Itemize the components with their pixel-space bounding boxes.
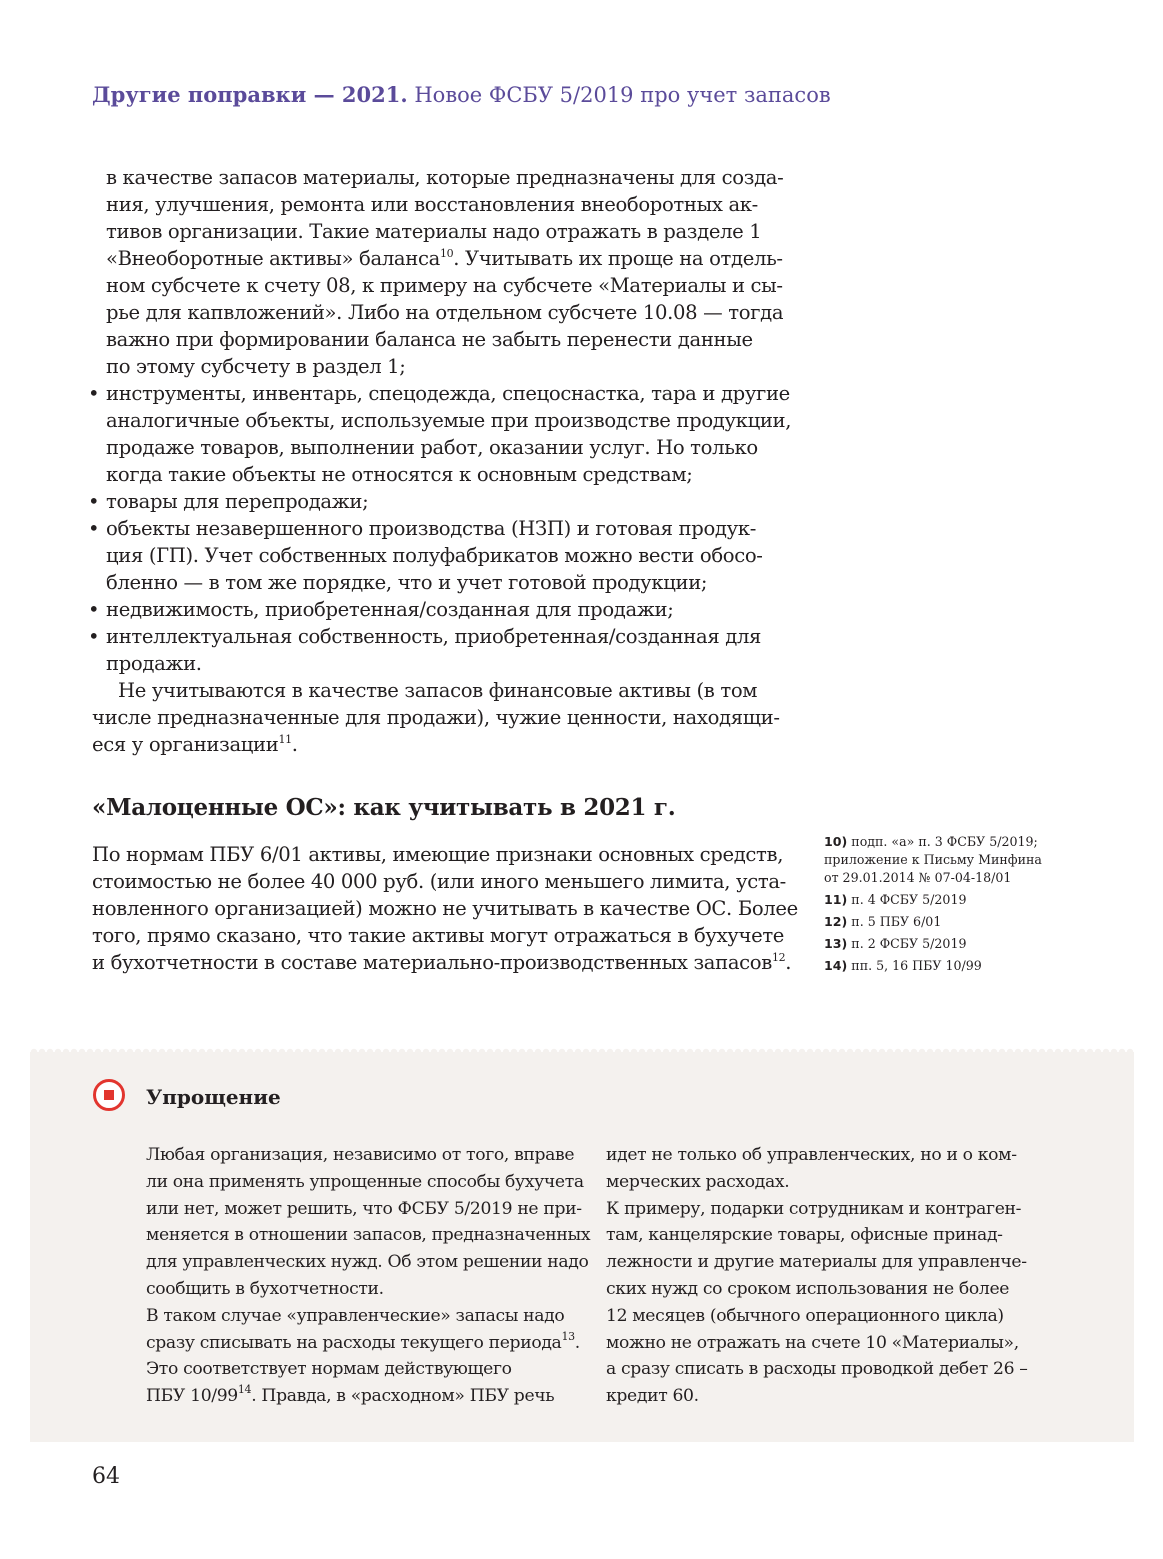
running-head-section: Другие поправки — 2021. (92, 82, 408, 107)
footnotes (824, 833, 1144, 979)
text-line: можно не отражать на счете 10 «Материалы», (606, 1332, 1019, 1353)
text-span: . (291, 733, 298, 756)
callout-edge (30, 1048, 1134, 1056)
footnote-text: п. 5 ПБУ 6/01 (851, 914, 942, 929)
text-line: ния, улучшения, ремонта или восстановления внеоборотных ак- (106, 193, 758, 216)
text-span: сразу списывать на расходы текущего периода (146, 1332, 562, 1353)
footnote-ref-10[interactable]: 10 (439, 247, 454, 260)
text-line: для управленческих нужд. Об этом решении надо (146, 1252, 589, 1273)
footnote-text: п. 2 ФСБУ 5/2019 (851, 936, 967, 951)
text-line: продаже товаров, выполнении работ, оказании услуг. Но только (106, 436, 758, 459)
text-line: лежности и другие материалы для управленче- (606, 1252, 1027, 1273)
text-line: По нормам ПБУ 6/01 активы, имеющие признаки основных средств, (92, 843, 784, 866)
text-line: когда такие объекты не относятся к основным средствам; (106, 463, 693, 486)
list-item (86, 380, 790, 407)
text-span: ПБУ 10/99 (146, 1386, 238, 1407)
bullet-icon: • (88, 625, 100, 648)
text-line: того, прямо сказано, что такие активы могут отражаться в бухучете (92, 924, 785, 947)
text-line: по этому субсчету в раздел 1; (106, 355, 406, 378)
text-span: еся у организации (92, 733, 279, 756)
text-span: . (574, 1332, 580, 1353)
text-line: Любая организация, независимо от того, вправе (146, 1145, 575, 1165)
footnote-14 (824, 957, 1144, 975)
callout-right-column (606, 1142, 1056, 1410)
text-line: рье для капвложений». Либо на отдельном субсчете 10.08 — тогда (106, 301, 784, 324)
text-line: 12 месяцев (обычного операционного цикла) (606, 1305, 1004, 1326)
text-line: тивов организации. Такие материалы надо отражать в разделе 1 (106, 220, 762, 243)
footnote-10 (824, 833, 1144, 887)
text-span: объекты незавершенного производства (НЗП) и готовая продук- (106, 517, 756, 540)
text-line (92, 949, 792, 976)
text-line: кредит 60. (606, 1386, 699, 1407)
section-heading: «Малоценные ОС»: как учитывать в 2021 г. (92, 794, 676, 821)
list-item (86, 596, 772, 623)
text-span: . Правда, в «расходном» ПБУ речь (251, 1386, 555, 1407)
bullet-icon: • (88, 517, 100, 540)
text-span: инструменты, инвентарь, спецодежда, спецоснастка, тара и другие (106, 382, 790, 405)
footnote-text: пп. 5, 16 ПБУ 10/99 (851, 958, 982, 973)
footnote-13 (824, 935, 1144, 953)
text-line: или нет, может решить, что ФСБУ 5/2019 не при- (146, 1198, 582, 1219)
text-span: . (785, 951, 792, 974)
text-line (86, 245, 783, 272)
text-line: ном субсчете к счету 08, к примеру на субсчете «Материалы и сы- (106, 274, 783, 297)
text-line: новленного организацией) можно не учитывать в качестве ОС. Более (92, 897, 798, 920)
list-item (86, 488, 772, 515)
text-line: там, канцелярские товары, офисные принад- (606, 1225, 1003, 1246)
text-span: . Учитывать их проще на отдель- (453, 247, 783, 270)
text-span: и бухотчетности в составе материально-производственных запасов (92, 951, 772, 974)
main-text (86, 164, 792, 758)
footnote-text: приложение к Письму Минфина (824, 852, 1042, 867)
page-number: 64 (92, 1464, 120, 1489)
text-line: числе предназначенные для продажи), чужие ценности, находящи- (92, 706, 780, 729)
text-line: идет не только об управленческих, но и о ком- (606, 1145, 1017, 1165)
list-item (86, 515, 772, 542)
footnote-number: 11) (824, 892, 848, 907)
footnote-text: от 29.01.2014 № 07-04-18/01 (824, 870, 1012, 885)
text-line: Не учитываются в качестве запасов финансовые активы (в том (118, 679, 758, 702)
footnote-12 (824, 913, 1144, 931)
text-line: аналогичные объекты, используемые при производстве продукции, (106, 409, 792, 432)
callout-left-column (146, 1142, 596, 1410)
text-line: бленно — в том же порядке, что и учет готовой продукции; (106, 571, 708, 594)
footnote-ref-12[interactable]: 12 (771, 951, 786, 964)
text-line: стоимостью не более 40 000 руб. (или иного меньшего лимита, уста- (92, 870, 786, 893)
text-line: продажи. (106, 652, 202, 675)
text-span: товары для перепродажи; (106, 490, 369, 513)
text-line: мерческих расходах. (606, 1171, 790, 1192)
footnote-ref-13[interactable]: 13 (561, 1329, 575, 1343)
footnote-number: 12) (824, 914, 848, 929)
footnote-number: 13) (824, 936, 848, 951)
footnote-ref-11[interactable]: 11 (278, 733, 292, 746)
text-line: сообщить в бухотчетности. (146, 1278, 384, 1299)
text-line: Это соответствует нормам действующего (146, 1359, 512, 1380)
bullet-icon: • (88, 598, 100, 621)
text-line: меняется в отношении запасов, предназначенных (146, 1225, 591, 1246)
text-line: важно при формировании баланса не забыть перенести данные (106, 328, 753, 351)
footnote-ref-14[interactable]: 14 (237, 1383, 252, 1397)
text-line: в качестве запасов материалы, которые предназначены для созда- (106, 166, 784, 189)
text-line: В таком случае «управленческие» запасы надо (146, 1305, 565, 1326)
footnote-number: 10) (824, 834, 848, 849)
stop-square-icon (93, 1079, 125, 1111)
text-line: К примеру, подарки сотрудникам и контраген- (606, 1198, 1022, 1219)
callout-box (30, 1052, 1134, 1442)
text-line: ция (ГП). Учет собственных полуфабрикатов можно вести обосо- (106, 544, 763, 567)
text-span: «Внеоборотные активы» баланса (106, 247, 440, 270)
running-head-title: Новое ФСБУ 5/2019 про учет запасов (414, 83, 831, 107)
text-line (146, 1330, 596, 1357)
footnote-text: п. 4 ФСБУ 5/2019 (851, 892, 967, 907)
bullet-icon: • (88, 490, 100, 513)
text-line: ли она применять упрощенные способы бухучета (146, 1171, 584, 1192)
footnote-11 (824, 891, 1144, 909)
text-line (146, 1383, 596, 1410)
text-line (86, 731, 772, 758)
callout-title: Упрощение (146, 1085, 281, 1109)
footnote-text: подп. «а» п. 3 ФСБУ 5/2019; (851, 834, 1038, 849)
section-body (92, 841, 798, 976)
text-span: недвижимость, приобретенная/созданная для продажи; (106, 598, 674, 621)
footnote-number: 14) (824, 958, 848, 973)
list-item (86, 623, 772, 650)
text-span: интеллектуальная собственность, приобретенная/созданная для (106, 625, 762, 648)
text-line: ских нужд со сроком использования не более (606, 1278, 1010, 1299)
bullet-icon: • (88, 382, 100, 405)
text-line: а сразу списать в расходы проводкой дебет 26 – (606, 1359, 1028, 1380)
running-head (92, 82, 992, 107)
